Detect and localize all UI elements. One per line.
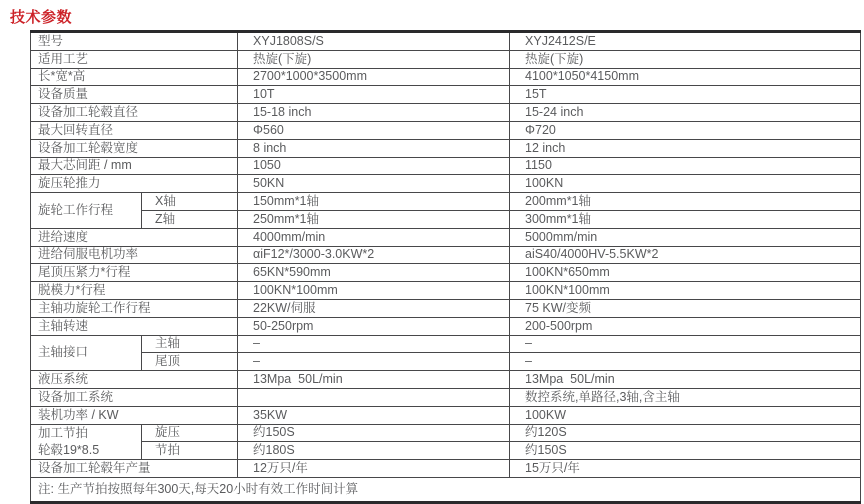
row-label: 主轴转速 (31, 317, 238, 335)
table-row (31, 406, 861, 424)
row-value-model2: 4100*1050*4150mm (510, 68, 861, 86)
table-row (31, 246, 861, 264)
row-value-model1: – (238, 335, 510, 353)
row-label: 长*宽*高 (31, 68, 238, 86)
table-row (31, 299, 861, 317)
row-label (31, 193, 142, 229)
row-value-model1: 35KW (238, 406, 510, 424)
note-row (31, 477, 861, 502)
table-row (31, 282, 861, 300)
row-sublabel: X轴 (142, 193, 238, 211)
table-row (31, 210, 861, 228)
spec-table (30, 30, 861, 504)
row-sublabel: 主轴 (142, 335, 238, 353)
row-sublabel: 旋压 (142, 424, 238, 442)
row-value-model1: 2700*1000*3500mm (238, 68, 510, 86)
table-row (31, 157, 861, 175)
row-value-model1: 15-18 inch (238, 104, 510, 122)
row-value-model2: 热旋(下旋) (510, 50, 861, 68)
row-label-line1: 旋轮工作行程 (38, 203, 114, 218)
row-value-model2: 5000mm/min (510, 228, 861, 246)
row-label: 型号 (31, 32, 238, 51)
row-value-model2: 15万只/年 (510, 460, 861, 478)
row-label: 设备加工轮毂宽度 (31, 139, 238, 157)
row-value-model1: Φ560 (238, 121, 510, 139)
table-row (31, 68, 861, 86)
page-title: 技术参数 (10, 9, 73, 26)
row-value-model2: 100KN*650mm (510, 264, 861, 282)
table-row (31, 460, 861, 478)
table-row (31, 371, 861, 389)
row-value-model1: 100KN*100mm (238, 282, 510, 300)
row-value-model2: 约120S (510, 424, 861, 442)
row-label: 进给伺服电机功率 (31, 246, 238, 264)
row-label: 设备质量 (31, 86, 238, 104)
row-value-model2: aiS40/4000HV-5.5KW*2 (510, 246, 861, 264)
table-row (31, 193, 861, 211)
row-label-line2: 轮毂19*8.5 (38, 442, 100, 457)
row-label (31, 424, 142, 460)
row-label: 液压系统 (31, 371, 238, 389)
row-label: 进给速度 (31, 228, 238, 246)
row-label: 尾顶压紧力*行程 (31, 264, 238, 282)
table-row (31, 86, 861, 104)
row-sublabel: Z轴 (142, 210, 238, 228)
table-row (31, 50, 861, 68)
row-value-model2: 100KW (510, 406, 861, 424)
row-value-model2: 15-24 inch (510, 104, 861, 122)
row-value-model2: Φ720 (510, 121, 861, 139)
row-value-model2: 数控系统,单路径,3轴,含主轴 (510, 388, 861, 406)
row-value-model1: 4000mm/min (238, 228, 510, 246)
table-row (31, 353, 861, 371)
row-value-model2: 200-500rpm (510, 317, 861, 335)
row-value-model1: XYJ1808S/S (238, 32, 510, 51)
row-value-model1: 8 inch (238, 139, 510, 157)
row-value-model2: 1150 (510, 157, 861, 175)
row-value-model2: 100KN (510, 175, 861, 193)
table-row (31, 121, 861, 139)
table-row (31, 264, 861, 282)
row-value-model1: 22KW/伺服 (238, 299, 510, 317)
row-value-model1: 1050 (238, 157, 510, 175)
row-label: 设备加工轮毂直径 (31, 104, 238, 122)
row-value-model1: 约150S (238, 424, 510, 442)
row-value-model1: 约180S (238, 442, 510, 460)
row-value-model1: 50KN (238, 175, 510, 193)
row-value-model1: 10T (238, 86, 510, 104)
table-row (31, 32, 861, 51)
table-row (31, 442, 861, 460)
row-label: 旋压轮推力 (31, 175, 238, 193)
table-row (31, 388, 861, 406)
row-label: 装机功率 / KW (31, 406, 238, 424)
row-label: 设备加工系统 (31, 388, 238, 406)
row-value-model1: 12万只/年 (238, 460, 510, 478)
row-value-model2: – (510, 353, 861, 371)
table-row (31, 104, 861, 122)
row-sublabel: 节拍 (142, 442, 238, 460)
note-text: 注: 生产节拍按照每年300天,每天20小时有效工作时间计算 (31, 477, 861, 502)
row-label: 主轴功旋轮工作行程 (31, 299, 238, 317)
table-row (31, 424, 861, 442)
row-value-model2: 100KN*100mm (510, 282, 861, 300)
table-row (31, 139, 861, 157)
table-row (31, 175, 861, 193)
row-value-model2: XYJ2412S/E (510, 32, 861, 51)
row-label: 适用工艺 (31, 50, 238, 68)
row-value-model2: 15T (510, 86, 861, 104)
table-row (31, 317, 861, 335)
row-value-model2: 300mm*1轴 (510, 210, 861, 228)
row-value-model1: 250mm*1轴 (238, 210, 510, 228)
row-label-line1: 加工节拍 (38, 425, 89, 440)
row-label: 脱模力*行程 (31, 282, 238, 300)
row-value-model1: 热旋(下旋) (238, 50, 510, 68)
spec-table-body (31, 32, 861, 503)
row-value-model1: 13Mpa 50L/min (238, 371, 510, 389)
row-value-model1: 50-250rpm (238, 317, 510, 335)
row-value-model2: – (510, 335, 861, 353)
row-sublabel: 尾顶 (142, 353, 238, 371)
row-label: 设备加工轮毂年产量 (31, 460, 238, 478)
row-label (31, 335, 142, 371)
row-value-model1: – (238, 353, 510, 371)
row-value-model2: 12 inch (510, 139, 861, 157)
row-label: 最大回转直径 (31, 121, 238, 139)
table-row (31, 335, 861, 353)
row-value-model1: 150mm*1轴 (238, 193, 510, 211)
row-value-model2: 75 KW/变频 (510, 299, 861, 317)
row-value-model2: 13Mpa 50L/min (510, 371, 861, 389)
table-row (31, 228, 861, 246)
row-label-line1: 主轴接口 (38, 345, 89, 360)
row-value-model2: 200mm*1轴 (510, 193, 861, 211)
row-value-model1: αiF12*/3000-3.0KW*2 (238, 246, 510, 264)
row-label: 最大芯间距 / mm (31, 157, 238, 175)
row-value-model1 (238, 388, 510, 406)
row-value-model1: 65KN*590mm (238, 264, 510, 282)
row-value-model2: 约150S (510, 442, 861, 460)
